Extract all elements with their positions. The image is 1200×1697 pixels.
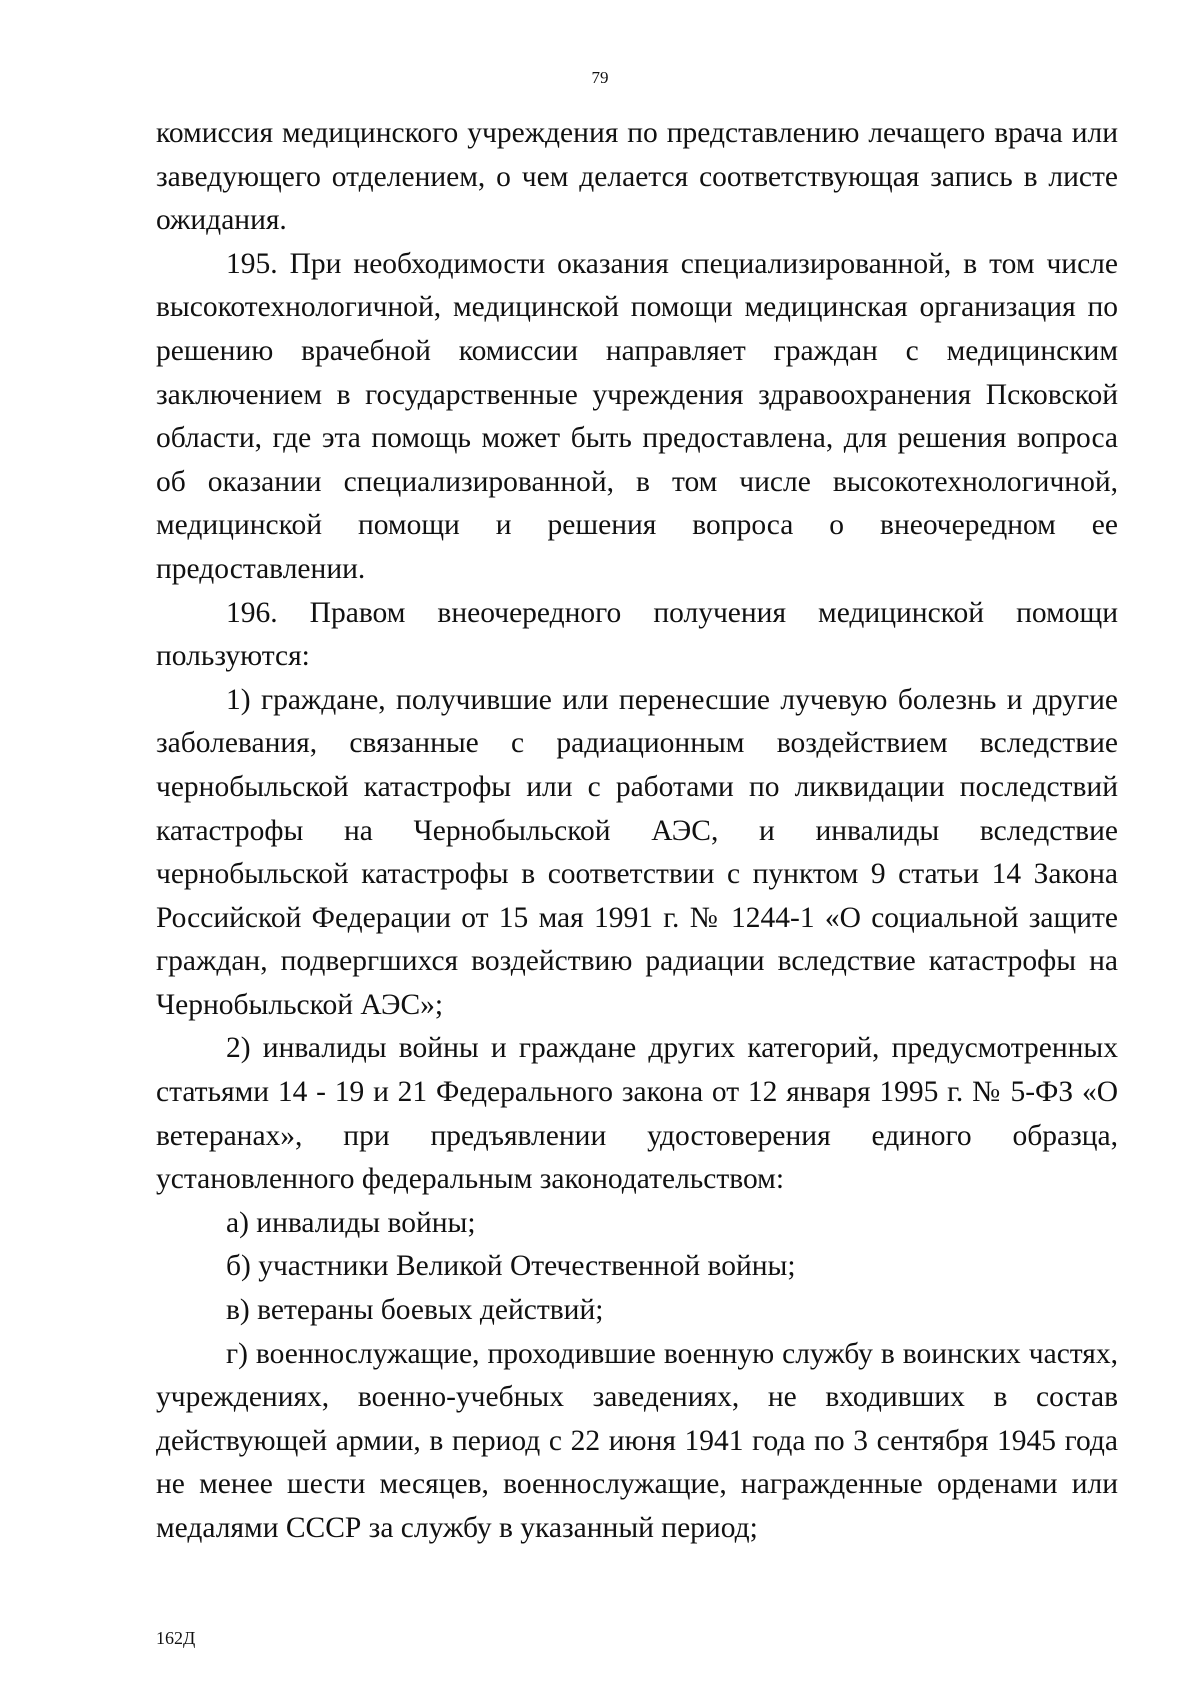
document-code: 162Д xyxy=(156,1628,196,1648)
paragraph-196: 196. Правом внеочередного получения медицинской помощи пользуются: xyxy=(156,596,1118,673)
paragraph-continuation: комиссия медицинского учреждения по представлению лечащего врача или заведующего отделением, о чем делается соответствующая запись в листе ожидания. xyxy=(156,117,1118,237)
list-item-1: 1) граждане, получившие или перенесшие лучевую болезнь и другие заболевания, связанные с радиационным воздействием вследствие чернобыльской катастрофы или с работами по ликвидации последствий катастрофы на Чернобыльской АЭС, и инвалиды вследствие чернобыльской катастрофы в соответствии с пунктом 9 статьи 14 Закона Российской Федерации от 15 мая 1991 г. № 1244-1 «О социальной защите граждан, подвергшихся воздействию радиации вследствие катастрофы на Чернобыльской АЭС»; xyxy=(156,683,1118,1021)
list-item-v: в) ветераны боевых действий; xyxy=(226,1294,604,1327)
list-item-b: б) участники Великой Отечественной войны; xyxy=(226,1250,796,1283)
page-number: 79 xyxy=(591,68,609,87)
list-item-a: а) инвалиды войны; xyxy=(226,1206,476,1239)
list-item-g: г) военнослужащие, проходившие военную службу в воинских частях, учреждениях, военно-учебных заведениях, не входивших в состав действующей армии, в период с 22 июня 1941 года по 3 сентября 1945 года не менее шести месяцев, военнослужащие, награжденные орденами или медалями СССР за службу в указанный период; xyxy=(156,1337,1118,1544)
document-body xyxy=(156,112,1118,1551)
list-item-2: 2) инвалиды войны и граждане других категорий, предусмотренных статьями 14 - 19 и 21 Федерального закона от 12 января 1995 г. № 5-ФЗ «О ветеранах», при предъявлении удостоверения единого образца, установленного федеральным законодательством: xyxy=(156,1032,1118,1196)
paragraph-195: 195. При необходимости оказания специализированной, в том числе высокотехнологичной, медицинской помощи медицинская организация по решению врачебной комиссии направляет граждан с медицинским заключением в государственные учреждения здравоохранения Псковской области, где эта помощь может быть предоставлена, для решения вопроса об оказании специализированной, в том числе высокотехнологичной, медицинской помощи и решения вопроса о внеочередном ее предоставлении. xyxy=(156,247,1118,585)
